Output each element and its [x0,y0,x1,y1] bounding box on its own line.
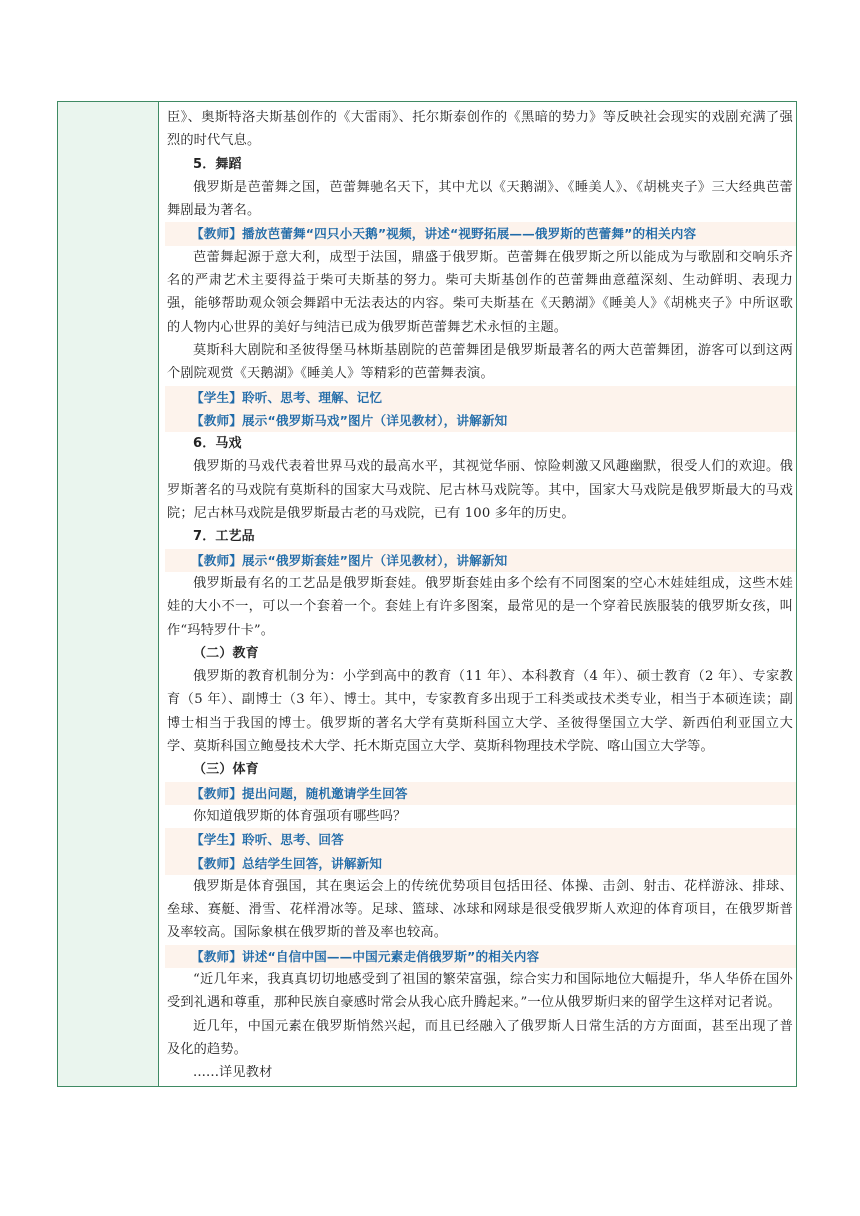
paragraph-matryoshka: 俄罗斯最有名的工艺品是俄罗斯套娃。俄罗斯套娃由多个绘有不同图案的空心木娃娃组成，这些木娃娃的大小不一，可以一个套着一个。套娃上有许多图案，最常见的是一个穿着民族服装的俄罗斯女孩，叫作“玛特罗什卡”。 [167,575,793,638]
heading-sports: （三）体育 [193,762,259,778]
teacher-note-circus: 【教师】展示“俄罗斯马戏”图片（详见教材），讲解新知 [165,409,796,432]
question-sports: 你知道俄罗斯的体育强项有哪些吗？ [193,808,407,824]
teacher-note-ballet-video: 【教师】播放芭蕾舞“四只小天鹅”视频，讲述“视野拓展——俄罗斯的芭蕾舞”的相关内容 [165,222,796,245]
student-note-answer: 【学生】聆听、思考、回答 [165,828,796,851]
heading-circus: 6．马戏 [193,436,242,452]
see-textbook-note: ......详见教材 [193,1065,273,1081]
paragraph-education: 俄罗斯的教育机制分为：小学到高中的教育（11 年）、本科教育（4 年）、硕士教育（2 年）、专家教育（5 年）、副博士（3 年）、博士。其中，专家教育多出现于工科类或技术类专业，相当于本硕连读；副博士相当于我国的博士。俄罗斯的著名大学有莫斯科国立大学、圣彼得堡国立大学、新西伯利亚国立大学、莫斯科国立鲍曼技术大学、托木斯克国立大学、莫斯科物理技术学院、喀山国立大学等。 [167,669,793,755]
teacher-note-question: 【教师】提出问题，随机邀请学生回答 [165,782,796,805]
paragraph-circus: 俄罗斯的马戏代表着世界马戏的最高水平，其视觉华丽、惊险刺激又风趣幽默，很受人们的欢迎。俄罗斯著名的马戏院有莫斯科的国家大马戏院、尼古林马戏院等。其中，国家大马戏院是俄罗斯最大的马戏院；尼古林马戏院是俄罗斯最古老的马戏院，已有 100 多年的历史。 [167,459,793,522]
teacher-note-matryoshka: 【教师】展示“俄罗斯套娃”图片（详见教材），讲解新知 [165,549,796,572]
heading-dance: 5．舞蹈 [193,156,242,172]
teacher-note-summary: 【教师】总结学生回答，讲解新知 [165,852,796,875]
paragraph-sports: 俄罗斯是体育强国，其在奥运会上的传统优势项目包括田径、体操、击剑、射击、花样游泳、排球、垒球、赛艇、滑雪、花样滑冰等。足球、篮球、冰球和网球是很受俄罗斯人欢迎的体育项目，在俄罗斯普及率较高。国际象棋在俄罗斯的普及率也较高。 [167,878,793,941]
paragraph-student-quote: “近几年来，我真真切切地感受到了祖国的繁荣富强，综合实力和国际地位大幅提升，华人华侨在国外受到礼遇和尊重，那种民族自豪感时常会从我心底升腾起来。”一位从俄罗斯归来的留学生这样对记者说。 [167,971,793,1011]
heading-education: （二）教育 [193,645,259,661]
paragraph-drama-continued: 臣》、奥斯特洛夫斯基创作的《大雷雨》、托尔斯泰创作的《黑暗的势力》等反映社会现实的戏剧充满了强烈的时代气息。 [167,110,793,149]
content-column [159,102,796,1086]
student-note-listen: 【学生】聆听、思考、理解、记忆 [165,386,796,409]
teacher-note-china-elements: 【教师】讲述“自信中国——中国元素走俏俄罗斯”的相关内容 [165,945,796,968]
lesson-table [57,101,797,1087]
paragraph-ballet-intro: 俄罗斯是芭蕾舞之国，芭蕾舞驰名天下，其中尤以《天鹅湖》、《睡美人》、《胡桃夹子》三大经典芭蕾舞剧最为著名。 [167,179,793,219]
left-column [58,102,159,1086]
paragraph-china-elements: 近几年，中国元素在俄罗斯悄然兴起，而且已经融入了俄罗斯人日常生活的方方面面，甚至出现了普及化的趋势。 [167,1018,793,1057]
paragraph-ballet-origin: 芭蕾舞起源于意大利，成型于法国，鼎盛于俄罗斯。芭蕾舞在俄罗斯之所以能成为与歌剧和交响乐齐名的严肃艺术主要得益于柴可夫斯基的努力。柴可夫斯基创作的芭蕾舞曲意蕴深刻、生动鲜明、表现力强，能够帮助观众领会舞蹈中无法表达的内容。柴可夫斯基在《天鹅湖》《睡美人》《胡桃夹子》中所讴歌的人物内心世界的美好与纯洁已成为俄罗斯芭蕾舞艺术永恒的主题。 [167,249,793,335]
heading-crafts: 7．工艺品 [193,529,255,545]
paragraph-ballet-theatres: 莫斯科大剧院和圣彼得堡马林斯基剧院的芭蕾舞团是俄罗斯最著名的两大芭蕾舞团，游客可以到这两个剧院观赏《天鹅湖》《睡美人》等精彩的芭蕾舞表演。 [167,342,793,382]
